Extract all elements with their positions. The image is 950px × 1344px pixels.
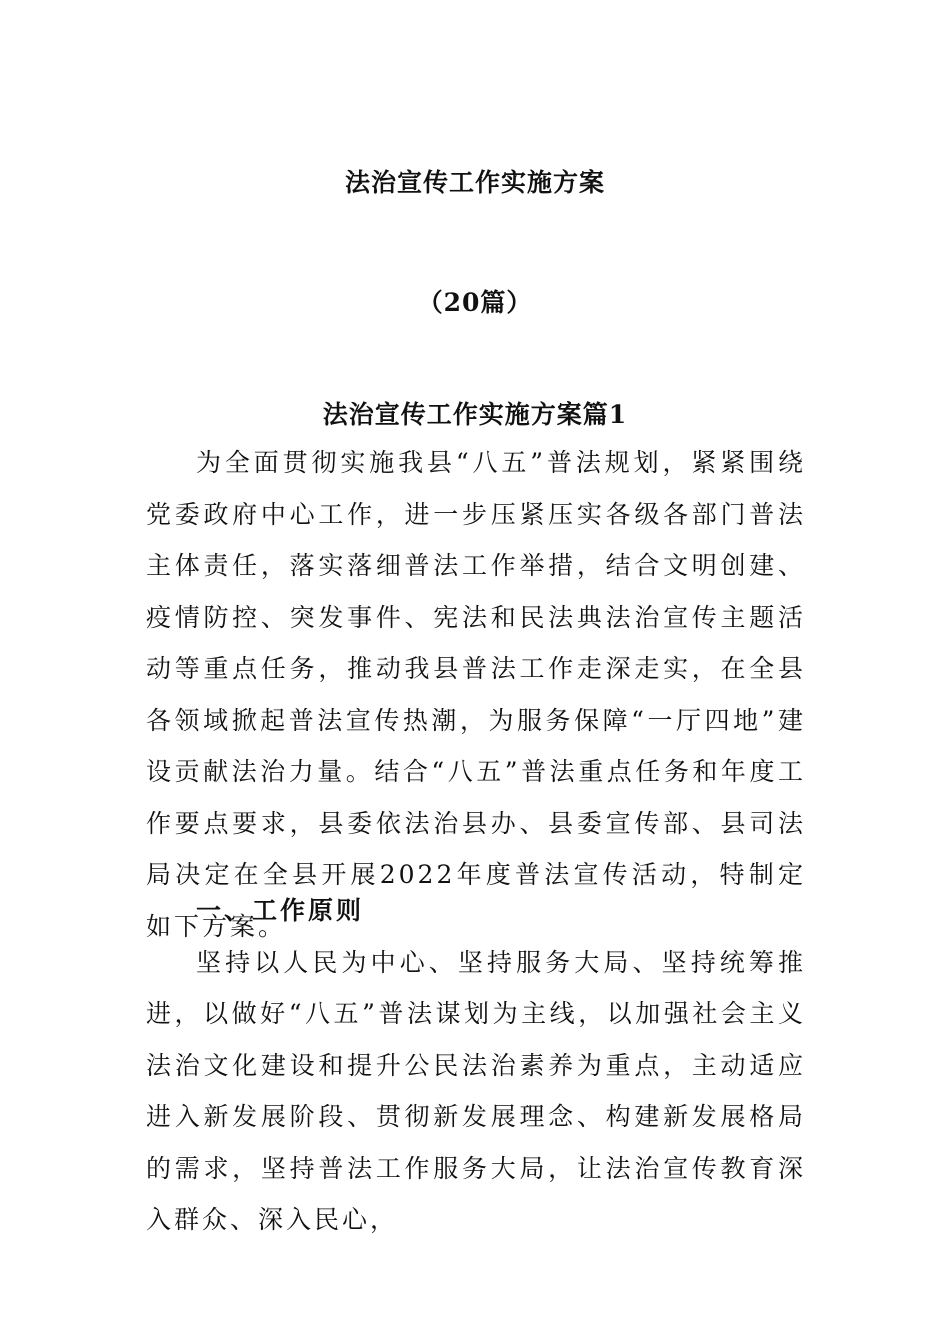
- intro-paragraph: 为全面贯彻实施我县“八五”普法规划，紧紧围绕党委政府中心工作，进一步压紧压实各级各部门普法主体责任，落实落细普法工作举措，结合文明创建、疫情防控、突发事件、宪法和民法典法治宣传主题活动等重点任务，推动我县普法工作走深走实，在全县各领域掀起普法宣传热潮，为服务保障“一厅四地”建设贡献法治力量。结合“八五”普法重点任务和年度工作要点要求，县委依法治县办、县委宣传部、县司法局决定在全县开展2022年度普法宣传活动，特制定如下方案。: [146, 448, 806, 941]
- section-heading: 一、工作原则: [196, 896, 365, 925]
- document-title: 法治宣传工作实施方案: [344, 168, 605, 197]
- document-count: （20篇）: [417, 288, 533, 317]
- principle-paragraph: 坚持以人民为中心、坚持服务大局、坚持统筹推进，以做好“八五”普法谋划为主线，以加强社会主义法治文化建设和提升公民法治素养为重点，主动适应进入新发展阶段、贯彻新发展理念、构建新发展格局的需求，坚持普法工作服务大局，让法治宣传教育深入群众、深入民心，: [146, 947, 806, 1234]
- section-title: 法治宣传工作实施方案篇1: [322, 400, 628, 429]
- principle-section: [146, 885, 806, 1246]
- intro-paragraph-block: [146, 437, 806, 952]
